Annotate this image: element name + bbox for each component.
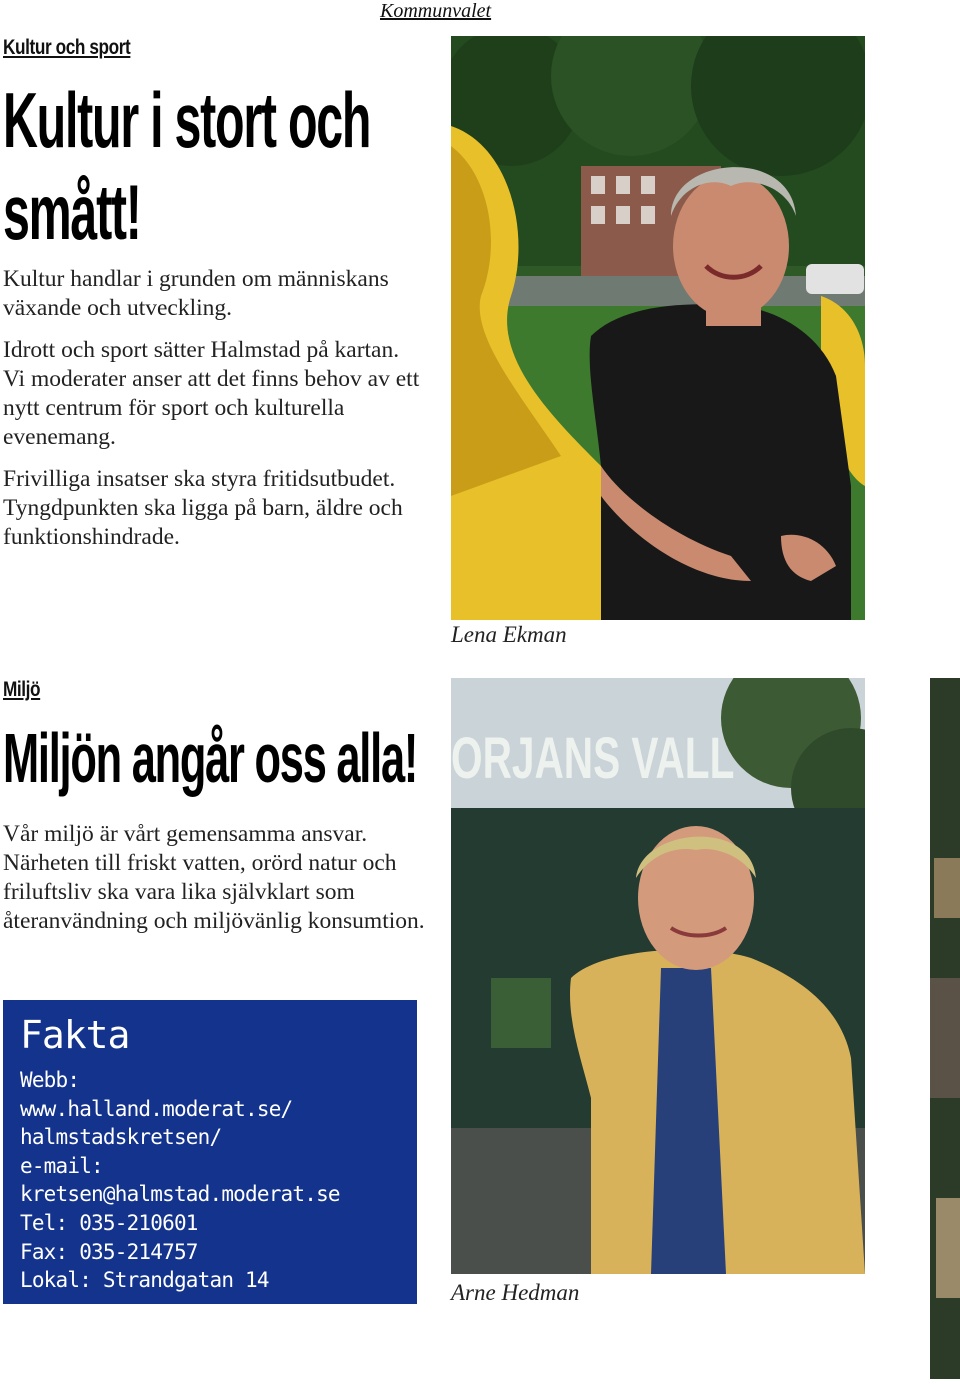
edge-photo-strip: [930, 678, 960, 1379]
environment-paragraph: Vår miljö är vårt gemensamma ansvar. Närheten till friskt vatten, orörd natur och friluftsliv ska vara lika självklart som återanvändning och miljövänlig konsumtion.: [3, 821, 425, 934]
photo-arne-hedman: [451, 678, 865, 1274]
fakta-box: [3, 1000, 417, 1304]
fakta-fax: Fax: 035-214757: [20, 1239, 198, 1264]
culture-headline: [3, 74, 370, 258]
culture-paragraph: Frivilliga insatser ska styra fritidsutbudet. Tyngdpunkten ska ligga på barn, äldre och funktionshindrade.: [3, 466, 403, 550]
fakta-line: Webb:: [20, 1068, 80, 1092]
environment-section-tag: Miljö: [3, 678, 41, 701]
photo-lena-ekman: [451, 36, 865, 620]
fakta-title: Fakta: [20, 1013, 130, 1057]
culture-section-tag: Kultur och sport: [3, 36, 131, 59]
photo-caption-bottom: Arne Hedman: [451, 1280, 580, 1305]
edge-photo-illustration: [930, 678, 960, 1379]
photo-illustration: [451, 36, 865, 620]
environment-body: [3, 820, 431, 936]
culture-headline-line-1: Kultur i stort och: [3, 76, 371, 164]
fakta-email-link[interactable]: kretsen@halmstad.moderat.se: [20, 1182, 340, 1207]
environment-headline: Miljön angår oss alla!: [3, 719, 418, 797]
header-section-tag: Kommunvalet: [380, 0, 492, 22]
fakta-phone: Tel: 035-210601: [20, 1210, 198, 1235]
fakta-line: e-mail:: [20, 1153, 103, 1178]
culture-headline-line-2: smått!: [3, 168, 141, 256]
culture-body: [3, 265, 423, 552]
photo-caption-top: Lena Ekman: [451, 622, 567, 647]
photo-illustration: [451, 678, 865, 1274]
fakta-address: Lokal: Strandgatan 14: [20, 1268, 269, 1293]
fakta-website-link-cont[interactable]: halmstadskretsen/: [20, 1125, 222, 1150]
photo-sign-text: ORJANS VALL: [451, 725, 735, 791]
culture-paragraph: Kultur handlar i grunden om människans växande och utveckling.: [3, 266, 389, 321]
fakta-website-link[interactable]: www.halland.moderat.se/: [20, 1096, 293, 1121]
culture-paragraph: Idrott och sport sätter Halmstad på kartan. Vi moderater anser att det finns behov av ett nytt centrum för sport och kulturella evenemang.: [3, 337, 420, 450]
